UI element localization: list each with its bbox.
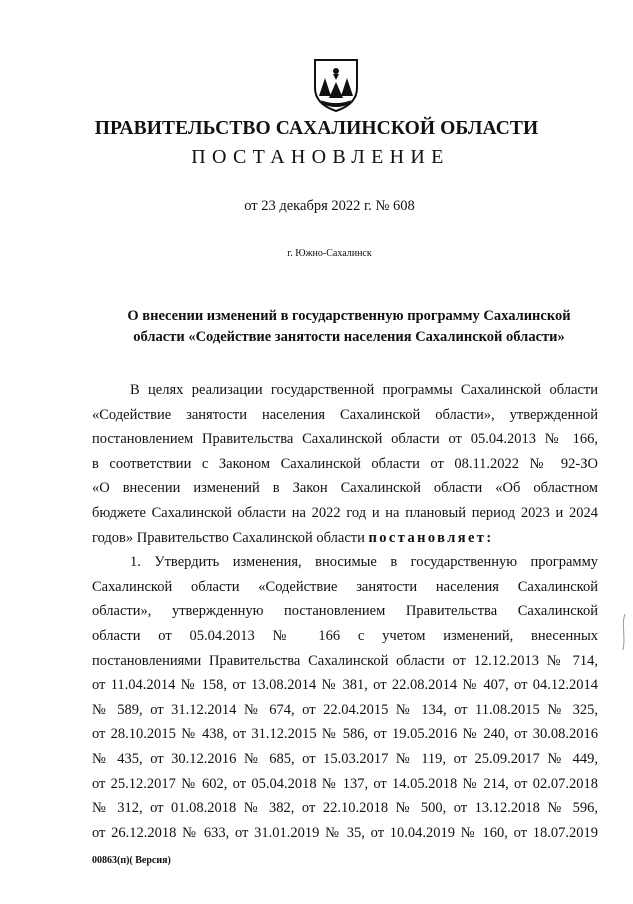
body-text: годов» Правительство Сахалинской области — [92, 529, 365, 546]
body-line: области от 05.04.2013 № 166 с учетом изменений, внесенных — [92, 627, 598, 644]
city: г. Южно-Сахалинск — [287, 248, 372, 259]
document-subject — [96, 306, 602, 348]
decree-keyword: постановляет: — [368, 529, 494, 546]
body-line: от 25.12.2017 № 602, от 05.04.2018 № 137, от 14.05.2018 № 214, от 02.07.2018 — [92, 775, 598, 792]
body-line: постановлением Правительства Сахалинской области от 05.04.2013 № 166, — [92, 431, 598, 448]
body-line: в соответствии с Законом Сахалинской области от 08.11.2022 № 92-ЗО — [92, 455, 598, 472]
body-line: от 26.12.2018 № 633, от 31.01.2019 № 35, от 10.04.2019 № 160, от 18.07.2019 — [92, 824, 598, 841]
body-line-last — [92, 526, 598, 551]
body-line: области», утвержденную постановлением Правительства Сахалинской — [92, 603, 598, 620]
document-body — [92, 378, 598, 845]
body-line: Сахалинской области «Содействие занятости населения Сахалинской — [92, 578, 598, 595]
body-line: «О внесении изменений в Закон Сахалинской области «Об областном — [92, 480, 598, 497]
date-and-number: от 23 декабря 2022 г. № 608 — [244, 198, 415, 214]
body-line: В целях реализации государственной программы Сахалинской области — [130, 382, 598, 398]
body-line: бюджете Сахалинской области на 2022 год и на плановый период 2023 и 2024 — [92, 504, 598, 521]
body-line: № 589, от 31.12.2014 № 674, от 22.04.2015 № 134, от 11.08.2015 № 325, — [92, 701, 598, 718]
body-line: от 28.10.2015 № 438, от 31.12.2015 № 586, от 19.05.2016 № 240, от 30.08.2016 — [92, 726, 598, 743]
sakhalin-coat-of-arms-icon — [313, 58, 359, 112]
document-code: 00863(п)( Версия) — [92, 855, 171, 866]
body-line: № 312, от 01.08.2018 № 382, от 22.10.2018 № 500, от 13.12.2018 № 596, — [92, 800, 598, 817]
body-line: 1. Утвердить изменения, вносимые в государственную программу — [130, 554, 598, 571]
scan-mark — [617, 612, 627, 652]
government-title: ПРАВИТЕЛЬСТВО САХАЛИНСКОЙ ОБЛАСТИ — [94, 118, 539, 139]
body-line: постановлениями Правительства Сахалинской области от 12.12.2013 № 714, — [92, 652, 598, 669]
body-line: «Содействие занятости населения Сахалинской области», утвержденной — [92, 406, 598, 423]
body-line: от 11.04.2014 № 158, от 13.08.2014 № 381, от 22.08.2014 № 407, от 04.12.2014 — [92, 677, 598, 694]
body-line: № 435, от 30.12.2016 № 685, от 15.03.2017 № 119, от 25.09.2017 № 449, — [92, 750, 598, 767]
subject-line: области «Содействие занятости населения Сахалинской области» — [133, 329, 565, 345]
document-type: ПОСТАНОВЛЕНИЕ — [191, 146, 450, 168]
subject-line: О внесении изменений в государственную программу Сахалинской — [127, 308, 571, 324]
